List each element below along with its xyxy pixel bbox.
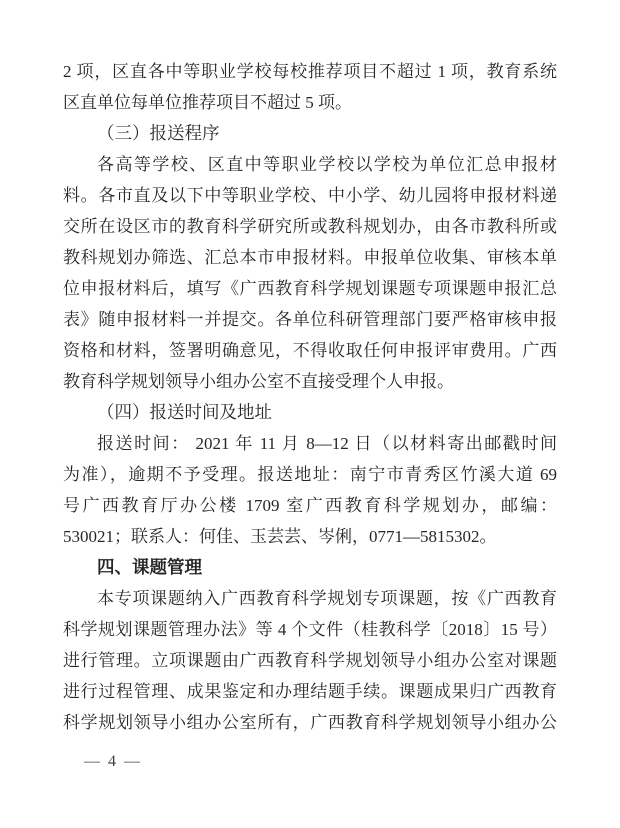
text-line: 本专项课题纳入广西教育科学规划专项课题，按《广西教育 <box>97 589 557 608</box>
text-line: 进行过程管理、成果鉴定和办理结题手续。课题成果归广西教育 <box>63 682 557 701</box>
text-line: 交所在设区市的教育科学研究所或教科规划办，由各市教科所或 <box>63 217 557 236</box>
text-line: 资格和材料，签署明确意见，不得收取任何申报评审费用。广西 <box>63 341 557 360</box>
document-body <box>63 56 557 738</box>
text-line: 科学规划领导小组办公室所有，广西教育科学规划领导小组办公 <box>63 713 557 732</box>
text-line: 教育科学规划领导小组办公室不直接受理个人申报。 <box>63 372 454 391</box>
text-line: 位申报材料后，填写《广西教育科学规划课题专项课题申报汇总 <box>63 279 557 298</box>
text-line: 为准），逾期不予受理。报送地址：南宁市青秀区竹溪大道 69 <box>63 465 557 484</box>
text-line: 料。各市直及以下中等职业学校、中小学、幼儿园将申报材料递 <box>63 186 557 205</box>
text-line: 进行管理。立项课题由广西教育科学规划领导小组办公室对课题 <box>63 651 557 670</box>
page-number: — 4 — <box>84 753 142 770</box>
section-heading: （三）报送程序 <box>97 123 220 143</box>
text-line: 表》随申报材料一并提交。各单位科研管理部门要严格审核申报 <box>63 310 557 329</box>
text-line: 报送时间： 2021 年 11 月 8—12 日（以材料寄出邮戳时间 <box>97 434 557 453</box>
text-line: 各高等学校、区直中等职业学校以学校为单位汇总申报材 <box>97 155 557 174</box>
text-line: 区直单位每单位推荐项目不超过 5 项。 <box>63 93 352 112</box>
text-line: 教科规划办筛选、汇总本市申报材料。申报单位收集、审核本单 <box>63 248 557 267</box>
section-heading: （四）报送时间及地址 <box>97 402 272 422</box>
text-line: 号广西教育厅办公楼 1709 室广西教育科学规划办，邮编： <box>63 496 557 515</box>
section-heading: 四、课题管理 <box>97 557 202 577</box>
text-line: 530021；联系人：何佳、玉芸芸、岑俐，0771—5815302。 <box>63 527 497 546</box>
text-line: 2 项，区直各中等职业学校每校推荐项目不超过 1 项，教育系统 <box>63 62 557 81</box>
text-line: 科学规划课题管理办法》等 4 个文件（桂教科学〔2018〕15 号） <box>63 620 557 639</box>
